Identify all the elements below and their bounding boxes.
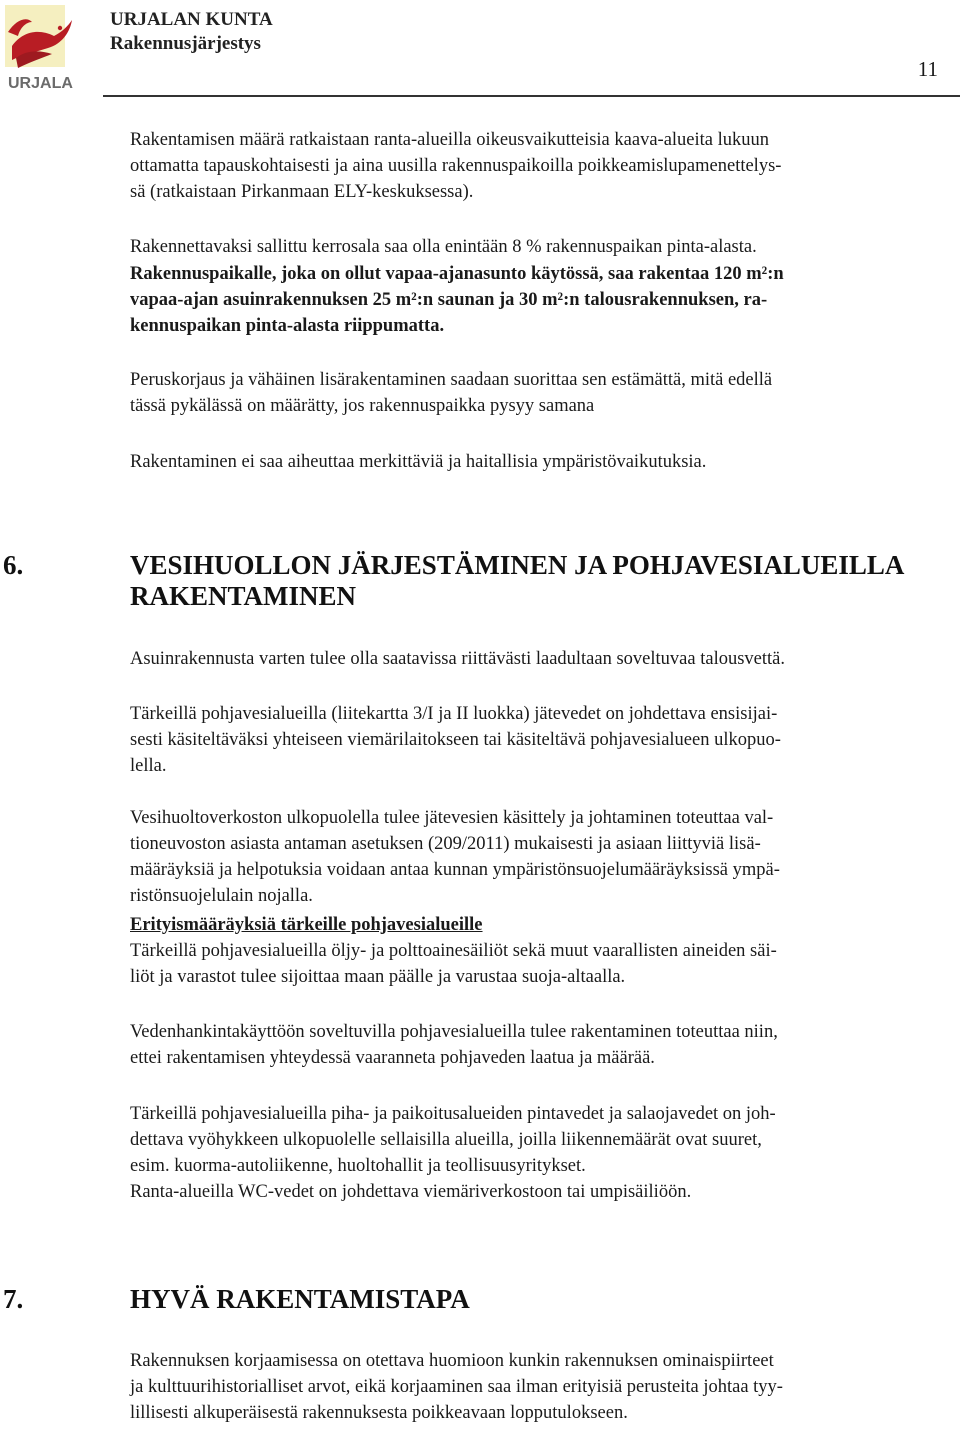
section-7-heading (0, 1284, 960, 1320)
paragraph-good-building-practice: Rakennuksen korjaamisessa on otettava huomioon kunkin rakennuksen ominaispiirteet ja kulttuurihistorialliset arvot, eikä korjaaminen saa ilman erityisiä perusteita johtaa tyy- lillisesti alkuperäisestä rakennuksesta poikkeavaan lopputulokseen. (130, 1351, 783, 1423)
paragraph-wastewater-treatment: Vesihuoltoverkoston ulkopuolella tulee jätevesien käsittely ja johtaminen toteuttaa val- tioneuvoston asiasta antaman asetuksen (209/2011) mukaisesti ja asiaan liittyviä lisä- määräyksiä ja helpotuksia voidaan antaa kunnan ympäristönsuojelumääräyksissä ympä- ristönsuojelulain nojalla. (130, 808, 780, 906)
paragraph-drinking-water: Asuinrakennusta varten tulee olla saatavissa riittävästi laadultaan soveltuvaa talousvettä. (130, 649, 785, 669)
urjala-crest-icon (2, 2, 80, 94)
subheading-special-regulations: Erityismääräyksiä tärkeille pohjavesialueille (130, 915, 483, 935)
document-header (110, 8, 273, 56)
paragraph-environment: Rakentaminen ei saa aiheuttaa merkittäviä ja haitallisia ympäristövaikutuksia. (130, 452, 707, 472)
document-name: Rakennusjärjestys (110, 33, 261, 54)
section-6-title-line-2: RAKENTAMINEN (130, 581, 357, 611)
section-7-title: HYVÄ RAKENTAMISTAPA (130, 1284, 470, 1314)
section-6-number: 6. (3, 550, 24, 580)
section-6-heading (0, 550, 960, 620)
paragraph-shoreline-building: Rakentamisen määrä ratkaistaan ranta-alueilla oikeusvaikutteisia kaava-alueita lukuun ottamatta tapauskohtaisesti ja aina uusilla rakennuspaikoilla poikkeamislupamenettelys- sä (ratkaistaan Pirkanmaan ELY-keskuksessa). (130, 130, 782, 202)
svg-text:URJALA: URJALA (8, 75, 73, 92)
urjala-logo (2, 2, 80, 94)
paragraph-water-supply-areas: Vedenhankintakäyttöön soveltuvilla pohjavesialueilla tulee rakentaminen toteuttaa niin, ettei rakentamisen yhteydessä vaaranneta pohjaveden laatua ja määrää. (130, 1022, 778, 1068)
paragraph-wastewater-groundwater: Tärkeillä pohjavesialueilla (liitekartta 3/I ja II luokka) jätevedet on johdettava ensisijai- sesti käsiteltäväksi yhteiseen viemärilaitokseen tai käsiteltävä pohjavesialueen ulkopuo- lella. (130, 704, 781, 776)
paragraph-renovation: Peruskorjaus ja vähäinen lisärakentaminen saadaan suorittaa sen estämättä, mitä edellä tässä pykälässä on määrätty, jos rakennuspaikka pysyy samana (130, 370, 773, 416)
section-7-number: 7. (3, 1284, 24, 1314)
section-6-title-line-1: VESIHUOLLON JÄRJESTÄMINEN JA POHJAVESIALUEILLA (130, 550, 905, 580)
paragraph-floor-area: Rakennettavaksi sallittu kerrosala saa olla enintään 8 % rakennuspaikan pinta-alasta. (130, 237, 757, 257)
paragraph-surface-water: Tärkeillä pohjavesialueilla piha- ja paikoitusalueiden pintavedet ja salaojavedet on joh- dettava vyöhykkeen ulkopuolelle sellaisilla alueilla, joilla liikennemäärät ovat suuret, esim. kuorma-autoliikenne, huoltohallit ja teollisuusyritykset. Ranta-alueilla WC-vedet on johdettava viemäriverkostoon tai umpisäiliöön. (130, 1104, 776, 1202)
page-number: 11 (917, 57, 938, 81)
paragraph-holiday-home: Rakennuspaikalle, joka on ollut vapaa-ajanasunto käytössä, saa rakentaa 120 m²:n vapaa-ajan asuinrakennuksen 25 m²:n saunan ja 30 m²:n talousrakennuksen, ra- kennuspaikan pinta-alasta riippumatta. (130, 264, 784, 336)
organization-name: URJALAN KUNTA (110, 9, 273, 30)
paragraph-tanks: Tärkeillä pohjavesialueilla öljy- ja polttoainesäiliöt sekä muut vaarallisten aineiden säi- liöt ja varastot tulee sijoittaa maan päälle ja varustaa suoja-altaalla. (130, 941, 777, 987)
header-divider (103, 95, 960, 97)
